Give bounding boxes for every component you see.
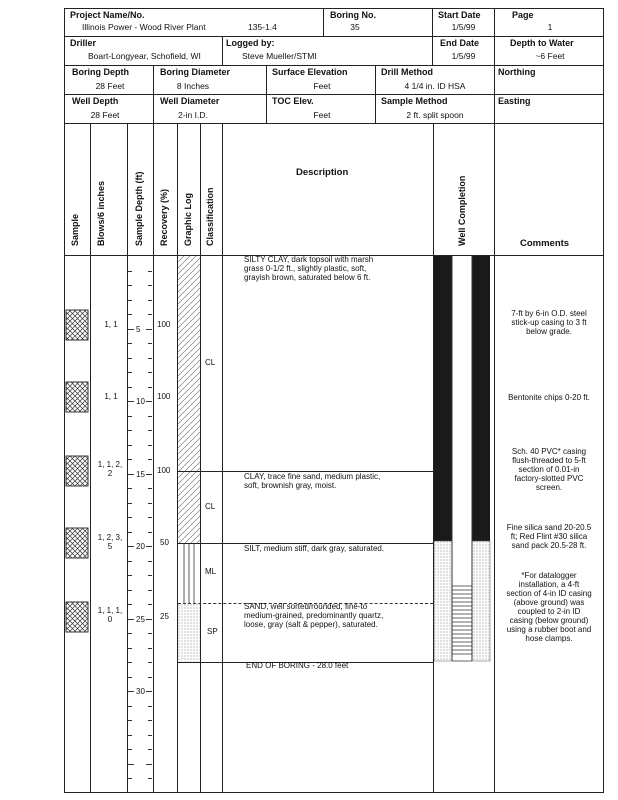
- depth-tick: [128, 430, 132, 431]
- depth-tick: [146, 546, 152, 547]
- depth-tick: [146, 764, 152, 765]
- depth-tick: [128, 358, 132, 359]
- desc-5: END OF BORING - 28.0 feet: [246, 661, 349, 670]
- comment-3: Sch. 40 PVC* casing flush-threaded to 5-ft section of 0.01-in factory-slotted PVC screen.: [511, 447, 587, 492]
- sample-method-label: Sample Method: [381, 96, 448, 106]
- depth-tick: [128, 546, 134, 547]
- frame-top: [64, 8, 604, 9]
- depth-label: 20: [136, 542, 145, 551]
- depth-tick: [148, 300, 152, 301]
- col-well: Well Completion: [457, 175, 467, 246]
- depth-tick: [148, 604, 152, 605]
- recovery-2: 100: [157, 392, 171, 401]
- boring-diameter-label: Boring Diameter: [160, 67, 231, 77]
- comment-5: *For datalogger installation, a 4-ft section of 4-in ID casing (above ground) was coupled to 2-in ID casing (below ground) using a rubber boot and hose clamps.: [506, 571, 592, 643]
- drill-method-value: 4 1/4 in. ID HSA: [404, 81, 466, 91]
- well-diagram: [434, 256, 494, 666]
- depth-tick: [148, 488, 152, 489]
- depth-tick: [146, 474, 152, 475]
- comment-1: 7-ft by 6-in O.D. steel stick-up casing to 3 ft below grade.: [511, 309, 587, 336]
- depth-tick: [148, 575, 152, 576]
- depth-tick: [128, 532, 132, 533]
- depth-tick: [128, 691, 134, 692]
- depth-tick: [128, 271, 132, 272]
- depth-tick: [128, 590, 132, 591]
- col-recovery: Recovery (%): [159, 188, 169, 246]
- col-depth: Sample Depth (ft): [134, 171, 144, 246]
- driller-value: Boart-Longyear, Schofield, WI: [88, 51, 201, 61]
- depth-tick: [128, 735, 132, 736]
- depth-tick: [148, 459, 152, 460]
- page-label: Page: [512, 10, 534, 20]
- end-date-label: End Date: [440, 38, 480, 48]
- comment-2: Bentonite chips 0-20 ft.: [508, 393, 590, 402]
- frame-bottom: [64, 792, 604, 793]
- depth-tick: [148, 271, 152, 272]
- depth-tick: [128, 503, 132, 504]
- project-value: Illinois Power - Wood River Plant: [82, 22, 206, 32]
- graphic-log: [178, 256, 200, 666]
- depth-tick: [148, 633, 152, 634]
- depth-tick: [128, 720, 132, 721]
- depth-tick: [148, 662, 152, 663]
- sample-box-2: [66, 382, 88, 412]
- surface-elev-value: Feet: [313, 81, 331, 91]
- depth-tick: [148, 561, 152, 562]
- depth-tick: [128, 778, 132, 779]
- well-bentonite-left: [434, 256, 452, 541]
- well-depth-value: 28 Feet: [90, 110, 120, 120]
- boring-label: Boring No.: [330, 10, 376, 20]
- depth-tick: [146, 619, 152, 620]
- logged-label: Logged by:: [226, 38, 275, 48]
- col-sample: Sample: [70, 213, 80, 246]
- blows-2: 1, 1: [104, 392, 118, 401]
- depth-tick: [128, 633, 132, 634]
- well-sand-left: [434, 541, 452, 661]
- depth-tick: [148, 387, 152, 388]
- depth-tick: [128, 329, 134, 330]
- depth-tick: [148, 778, 152, 779]
- graphic-clay-2: [178, 471, 200, 543]
- sample-method-value: 2 ft. split spoon: [406, 110, 464, 120]
- desc-2: CLAY, trace fine sand, medium plastic, soft, brownish gray, moist.: [244, 472, 381, 490]
- depth-tick: [148, 430, 152, 431]
- depth-tick: [148, 590, 152, 591]
- class-4: SP: [207, 627, 218, 636]
- depth-tick: [128, 300, 132, 301]
- col-classification: Classification: [205, 187, 215, 246]
- well-depth-label: Well Depth: [72, 96, 119, 106]
- col-comments: Comments: [520, 238, 570, 249]
- class-2: CL: [205, 502, 216, 511]
- desc-3: SILT, medium stiff, dark gray, saturated.: [244, 544, 385, 553]
- depth-tick: [148, 503, 152, 504]
- depth-tick: [148, 735, 152, 736]
- project-label: Project Name/No.: [70, 10, 145, 20]
- desc-1: SILTY CLAY, dark topsoil with marsh grass 0-1/2 ft., slightly plastic, soft, grayish brown, saturated below 6 ft.: [244, 255, 374, 282]
- depth-tick: [128, 706, 132, 707]
- sample-box-3: [66, 456, 88, 486]
- depth-tick: [148, 372, 152, 373]
- depth-tick: [148, 285, 152, 286]
- water-label: Depth to Water: [510, 38, 574, 48]
- depth-tick: [128, 575, 132, 576]
- easting-label: Easting: [498, 96, 531, 106]
- depth-tick: [148, 706, 152, 707]
- recovery-4: 50: [160, 538, 169, 547]
- depth-tick: [146, 401, 152, 402]
- depth-tick: [128, 517, 132, 518]
- well-bentonite-right: [472, 256, 490, 541]
- depth-tick: [128, 749, 132, 750]
- toc-value: Feet: [313, 110, 331, 120]
- depth-tick: [128, 619, 134, 620]
- graphic-sand: [178, 603, 200, 663]
- blows-4: 1, 2, 3, 5: [97, 533, 123, 551]
- graphic-clay-1: [178, 256, 200, 471]
- depth-tick: [128, 662, 132, 663]
- depth-tick: [128, 604, 132, 605]
- graphic-silt: [178, 543, 200, 603]
- sample-box-5: [66, 602, 88, 632]
- depth-tick: [146, 691, 152, 692]
- depth-tick: [148, 343, 152, 344]
- depth-tick: [148, 648, 152, 649]
- well-diameter-value: 2-in I.D.: [178, 110, 208, 120]
- depth-label: 30: [136, 687, 145, 696]
- depth-tick: [148, 677, 152, 678]
- depth-tick: [128, 764, 134, 765]
- depth-tick: [148, 358, 152, 359]
- surface-elev-label: Surface Elevation: [272, 67, 348, 77]
- logged-value: Steve Mueller/STMI: [242, 51, 317, 61]
- depth-tick: [128, 474, 134, 475]
- depth-tick: [128, 343, 132, 344]
- depth-label: 10: [136, 397, 145, 406]
- desc-4: SAND, well sorted/rounded, fine-to medium-grained, predominantly quartz, loose, gray (salt & pepper), saturated.: [244, 602, 384, 629]
- depth-label: 5: [136, 324, 141, 334]
- well-screen: [452, 586, 472, 661]
- boring-value: 35: [350, 22, 360, 32]
- depth-tick: [148, 416, 152, 417]
- start-date-label: Start Date: [438, 10, 481, 20]
- boring-depth-value: 28 Feet: [95, 81, 125, 91]
- boring-depth-label: Boring Depth: [72, 67, 129, 77]
- depth-tick: [128, 648, 132, 649]
- recovery-1: 100: [157, 320, 171, 329]
- blows-1: 1, 1: [104, 320, 118, 329]
- comment-4: Fine silica sand 20-20.5 ft; Red Flint #30 silica sand pack 20.5-28 ft.: [506, 523, 592, 550]
- depth-tick: [148, 314, 152, 315]
- well-sand-right: [472, 541, 490, 661]
- water-value: ~6 Feet: [535, 51, 565, 61]
- frame-right: [603, 8, 604, 793]
- depth-tick: [148, 532, 152, 533]
- start-date-value: 1/5/99: [451, 22, 476, 32]
- depth-tick: [148, 720, 152, 721]
- depth-tick: [128, 416, 132, 417]
- depth-tick: [148, 749, 152, 750]
- depth-tick: [128, 285, 132, 286]
- depth-tick: [148, 445, 152, 446]
- depth-tick: [128, 561, 132, 562]
- sample-boxes: [65, 256, 90, 676]
- col-graphic: Graphic Log: [183, 192, 193, 246]
- depth-tick: [128, 459, 132, 460]
- depth-tick: [128, 488, 132, 489]
- page-value: 1: [547, 22, 553, 32]
- blows-3: 1, 1, 2, 2: [97, 460, 123, 478]
- drill-method-label: Drill Method: [381, 67, 433, 77]
- col-description: Description: [296, 167, 349, 178]
- end-date-value: 1/5/99: [451, 51, 476, 61]
- depth-tick: [146, 329, 152, 330]
- depth-tick: [128, 387, 132, 388]
- project-number: 135-1.4: [248, 22, 277, 32]
- sample-box-1: [66, 310, 88, 340]
- toc-label: TOC Elev.: [272, 96, 314, 106]
- depth-tick: [148, 517, 152, 518]
- depth-label: 25: [136, 614, 145, 624]
- recovery-3: 100: [157, 466, 171, 475]
- northing-label: Northing: [498, 67, 536, 77]
- depth-tick: [128, 372, 132, 373]
- class-3: ML: [205, 567, 217, 576]
- col-blows: Blows/6 inches: [96, 180, 106, 246]
- blows-5: 1, 1, 1, 0: [97, 606, 123, 624]
- well-diameter-label: Well Diameter: [160, 96, 220, 106]
- class-1: CL: [205, 358, 216, 367]
- depth-tick: [128, 314, 132, 315]
- depth-tick: [128, 401, 134, 402]
- depth-label: 15: [136, 469, 145, 479]
- driller-label: Driller: [70, 38, 97, 48]
- depth-tick: [128, 677, 132, 678]
- recovery-5: 25: [160, 612, 169, 621]
- boring-diameter-value: 8 Inches: [176, 81, 210, 91]
- sample-box-4: [66, 528, 88, 558]
- depth-tick: [128, 445, 132, 446]
